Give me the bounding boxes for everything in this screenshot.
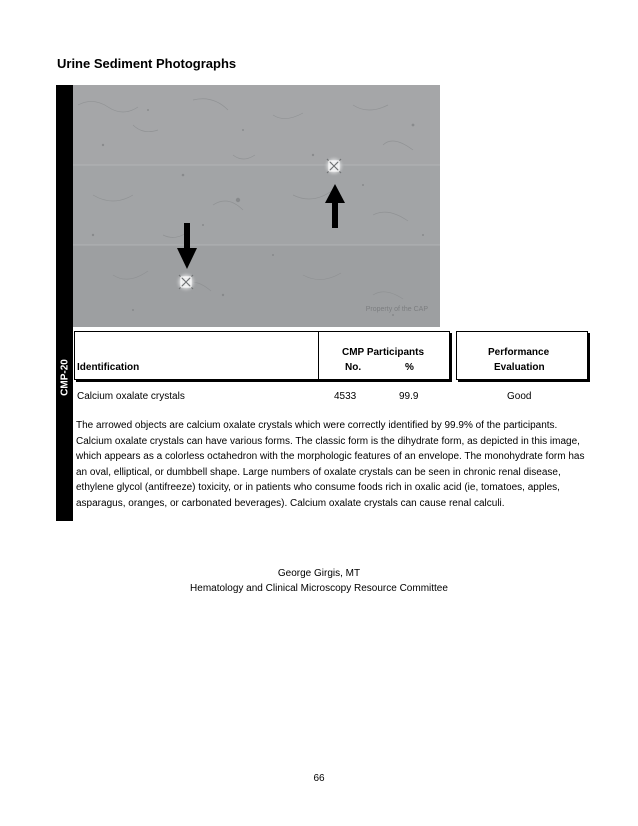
identification-header: Identification	[77, 362, 140, 373]
microscope-image-svg	[73, 85, 440, 327]
no-column-header: No.	[345, 362, 362, 373]
photo-watermark: Property of the CAP	[365, 306, 428, 313]
description-paragraph: The arrowed objects are calcium oxalate crystals which were correctly identified by 99.9% of the participants. Calcium oxalate crystals can have various forms. The classic form is the dihydrate form, as depicted in this image, which appears as a colorless octahedron with the morphologic features of an envelope. The monohydrate form has an oval, elliptical, or dumbbell shape. Large numbers of oxalate crystals can be seen in chronic renal disease, ethylene glycol (antifreeze) toxicity, or in patients who consume foods rich in oxalic acid (ie, tomatoes, apples, asparagus, oranges, or carbonated beverages). Calcium oxalate crystals can cause renal calculi.	[76, 420, 585, 509]
result-percent: 99.9	[399, 391, 419, 402]
crystal-lower	[175, 271, 197, 293]
page-number: 66	[313, 773, 325, 784]
microscope-photo	[73, 85, 440, 327]
cmp-participants-header: CMP Participants	[342, 347, 425, 358]
percent-column-header: %	[405, 362, 414, 373]
evaluation-header: Evaluation	[494, 362, 545, 373]
performance-header: Performance	[488, 347, 550, 358]
result-count: 4533	[334, 391, 357, 402]
author-name: George Girgis, MT	[277, 568, 361, 579]
crystal-upper	[323, 155, 345, 177]
sidebar-band	[56, 85, 73, 521]
page-heading: Urine Sediment Photographs	[57, 56, 237, 71]
sidebar-label: CMP-20	[59, 359, 71, 396]
result-identification: Calcium oxalate crystals	[77, 391, 185, 402]
result-evaluation: Good	[507, 391, 532, 402]
committee-name: Hematology and Clinical Microscopy Resource Committee	[190, 583, 448, 594]
